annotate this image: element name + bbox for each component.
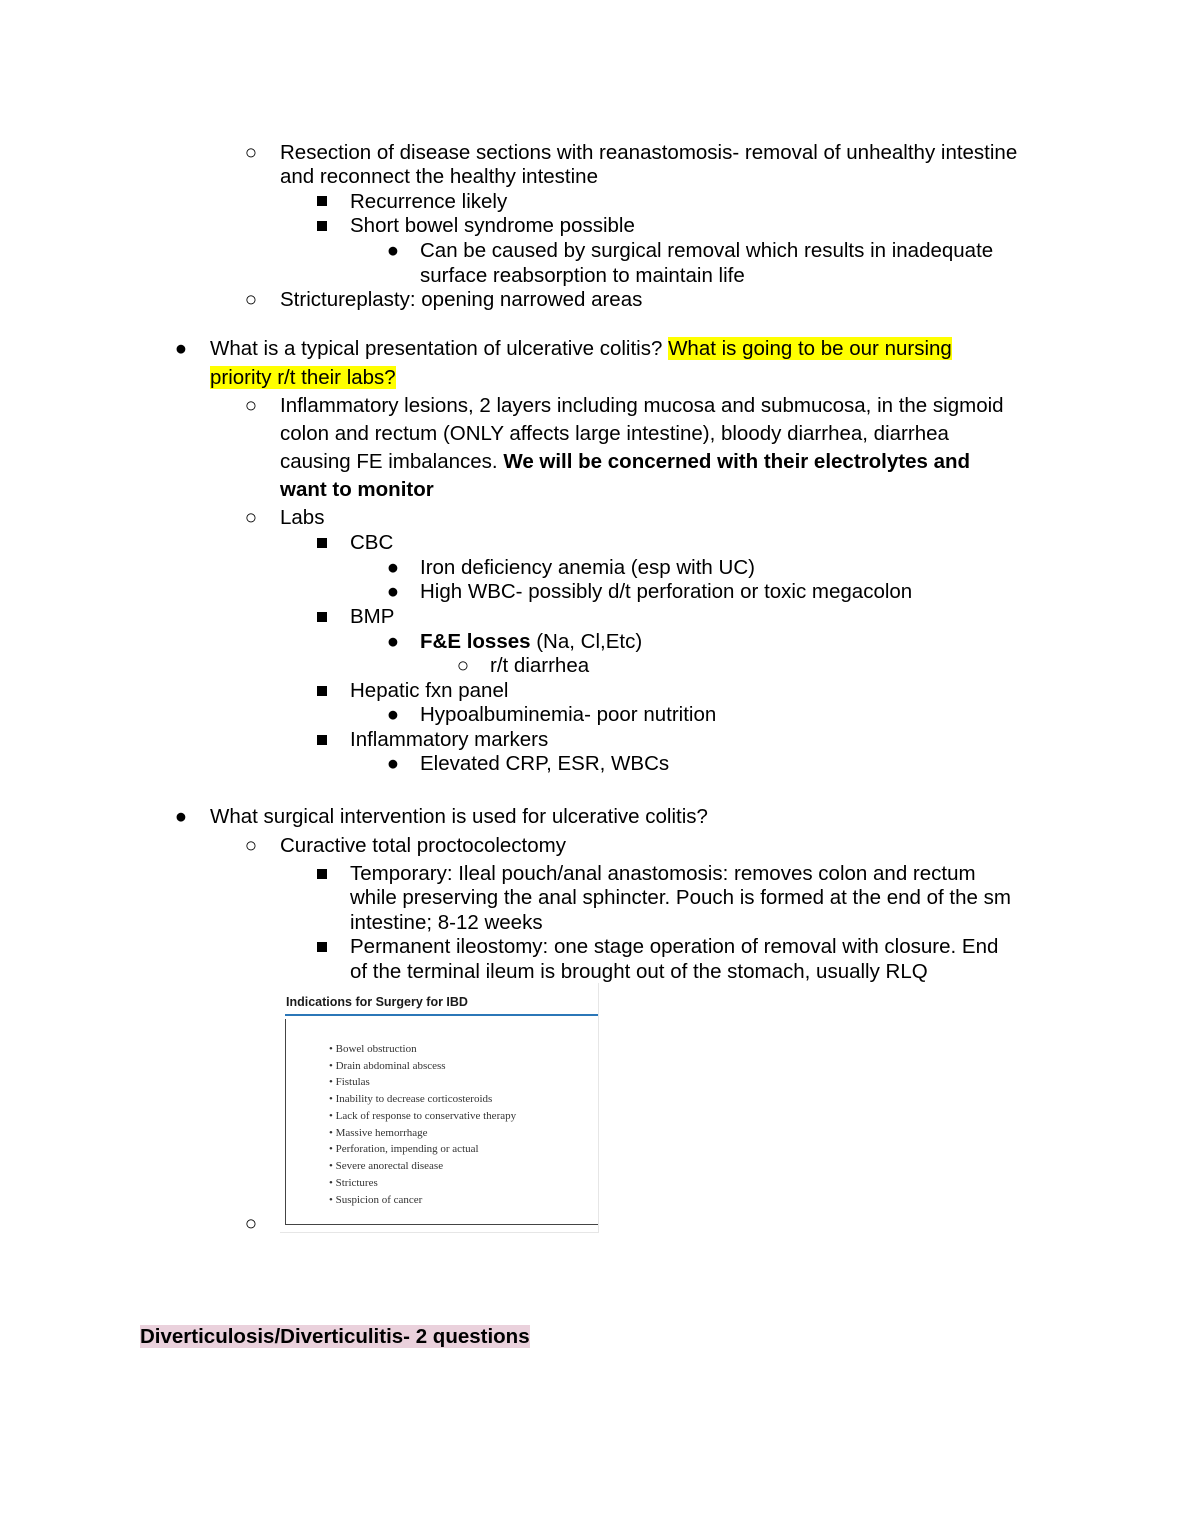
circle-bullet-icon: ○ <box>244 288 258 311</box>
figure-list-item: • Lack of response to conservative therapy <box>329 1110 517 1122</box>
permanent-text-cont: of the terminal ileum is brought out of the stomach, usually RLQ <box>350 960 928 983</box>
ibd-surgery-indications-figure <box>280 983 599 1233</box>
permanent-text: Permanent ileostomy: one stage operation of removal with closure. End <box>350 935 999 958</box>
diarrhea-text: r/t diarrhea <box>490 654 590 677</box>
diverticulitis-heading: Diverticulosis/Diverticulitis- 2 questions <box>140 1325 530 1348</box>
figure-list-item: • Suspicion of cancer <box>329 1194 423 1206</box>
circle-bullet-icon: ○ <box>244 834 258 857</box>
cause-text: Can be caused by surgical removal which results in inadequate <box>420 239 994 262</box>
uc-surgery-question: What surgical intervention is used for ulcerative colitis? <box>210 805 708 828</box>
recurrence-text: Recurrence likely <box>350 190 508 213</box>
figure-list-item: • Fistulas <box>329 1076 370 1088</box>
bullet-icon: ● <box>386 703 400 726</box>
circle-bullet-icon: ○ <box>244 506 258 529</box>
temporary-text-cont: while preserving the anal sphincter. Pouch is formed at the end of the sm <box>350 886 1011 909</box>
bullet-icon: ● <box>386 580 400 603</box>
bmp-text: BMP <box>350 605 395 628</box>
lesions-text-cont <box>280 450 970 474</box>
highlighted-question-cont <box>210 366 396 390</box>
lesions-text: Inflammatory lesions, 2 layers including mucosa and submucosa, in the sigmoid <box>280 394 1004 417</box>
figure-list-item: • Massive hemorrhage <box>329 1127 428 1139</box>
square-bullet-icon <box>317 869 327 879</box>
square-bullet-icon <box>317 612 327 622</box>
curative-text: Curactive total proctocolectomy <box>280 834 566 857</box>
fe-losses-detail: (Na, Cl,Etc) <box>536 630 643 653</box>
resection-text-cont: and reconnect the healthy intestine <box>280 165 598 188</box>
bullet-icon: ● <box>386 630 400 653</box>
electrolytes-emphasis: We will be concerned with their electrolytes and <box>503 450 971 473</box>
inflammatory-markers-text: Inflammatory markers <box>350 728 549 751</box>
square-bullet-icon <box>317 735 327 745</box>
strictureplasty-text: Strictureplasty: opening narrowed areas <box>280 288 643 311</box>
highlighted-question: priority r/t their labs? <box>210 366 396 389</box>
hypoalbuminemia-text: Hypoalbuminemia- poor nutrition <box>420 703 717 726</box>
iron-text: Iron deficiency anemia (esp with UC) <box>420 556 755 579</box>
figure-rule <box>285 1014 598 1016</box>
bullet-icon: ● <box>386 239 400 262</box>
circle-bullet-icon: ○ <box>244 394 258 417</box>
cbc-text: CBC <box>350 531 394 554</box>
bullet-icon: ● <box>174 805 188 828</box>
temporary-text-cont: intestine; 8-12 weeks <box>350 911 543 934</box>
hepatic-text: Hepatic fxn panel <box>350 679 509 702</box>
figure-title: Indications for Surgery for IBD <box>286 995 468 1009</box>
highlighted-question: What is going to be our nursing <box>668 337 952 360</box>
figure-list-item: • Drain abdominal abscess <box>329 1060 446 1072</box>
bullet-icon: ● <box>174 337 188 360</box>
elevated-markers-text: Elevated CRP, ESR, WBCs <box>420 752 670 775</box>
figure-list-item: • Bowel obstruction <box>329 1043 417 1055</box>
fe-losses-emphasis: F&E losses <box>420 630 531 653</box>
wbc-text: High WBC- possibly d/t perforation or toxic megacolon <box>420 580 913 603</box>
figure-list-item: • Strictures <box>329 1177 378 1189</box>
electrolytes-emphasis: want to monitor <box>280 478 434 501</box>
question-text: What is a typical presentation of ulcerative colitis? <box>210 337 663 360</box>
figure-list-item: • Inability to decrease corticosteroids <box>329 1093 493 1105</box>
labs-text: Labs <box>280 506 325 529</box>
circle-bullet-icon: ○ <box>244 1212 258 1235</box>
short-bowel-text: Short bowel syndrome possible <box>350 214 635 237</box>
fe-losses-text <box>420 630 642 654</box>
cause-text-cont: surface reabsorption to maintain life <box>420 264 745 287</box>
circle-bullet-icon: ○ <box>244 141 258 164</box>
bullet-icon: ● <box>386 752 400 775</box>
square-bullet-icon <box>317 942 327 952</box>
uc-presentation-question <box>210 337 952 361</box>
section-heading <box>140 1325 530 1349</box>
square-bullet-icon <box>317 221 327 231</box>
electrolytes-emphasis-cont <box>280 478 434 502</box>
square-bullet-icon <box>317 538 327 548</box>
lesions-text-end: causing FE imbalances. <box>280 450 498 473</box>
square-bullet-icon <box>317 686 327 696</box>
square-bullet-icon <box>317 196 327 206</box>
bullet-icon: ● <box>386 556 400 579</box>
figure-list-item: • Perforation, impending or actual <box>329 1143 479 1155</box>
figure-list-item: • Severe anorectal disease <box>329 1160 444 1172</box>
lesions-text-cont: colon and rectum (ONLY affects large intestine), bloody diarrhea, diarrhea <box>280 422 949 445</box>
resection-text: Resection of disease sections with reanastomosis- removal of unhealthy intestine <box>280 141 1018 164</box>
temporary-text: Temporary: Ileal pouch/anal anastomosis: removes colon and rectum <box>350 862 976 885</box>
circle-bullet-icon: ○ <box>456 654 470 677</box>
